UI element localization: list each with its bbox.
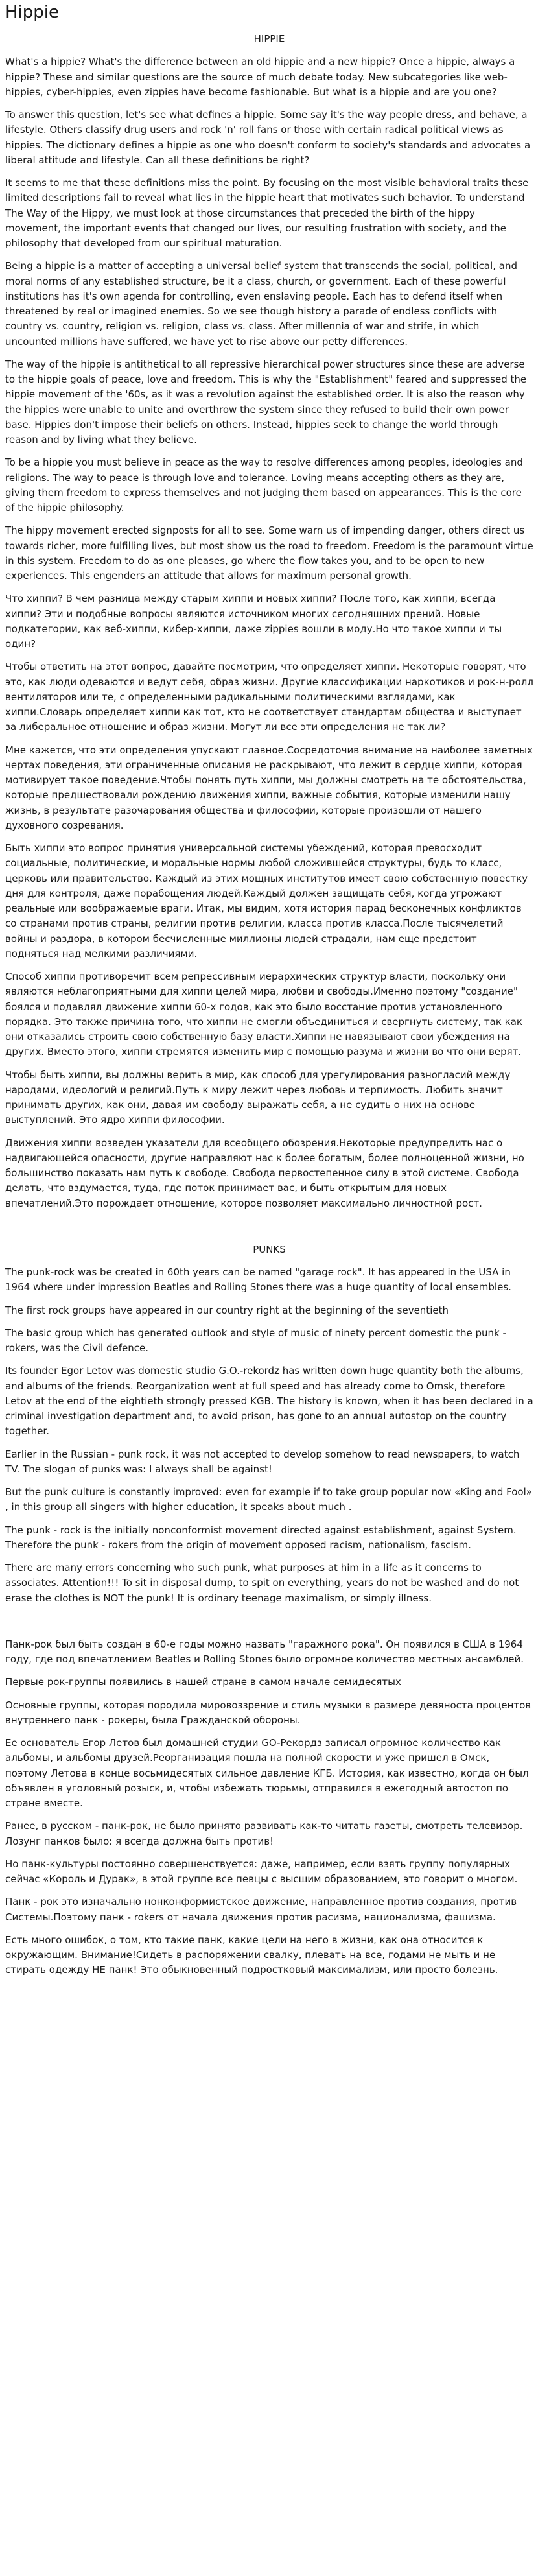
paragraph: Чтобы ответить на этот вопрос, давайте посмотрим, что определяет хиппи. Некоторые говорят, что это, как люди одеваются и ведут себя, образ жизни. Другие классификации наркотиков и рок-н-ролл вентиляторов или те, с определенными радикальными политическими взглядами, как хиппи.Словарь определяет хиппи как тот, кто не соответствует стандартам общества и выступает за либеральное отношение и образ жизни. Могут ли все эти определения не так ли? xyxy=(5,661,533,733)
paragraph: Есть много ошибок, о том, кто такие панк, какие цели на него в жизни, как она относится к окружающим. Внимание!Сидеть в распоряжении свалку, плевать на все, годами не мыть и не стирать одежду НЕ панк! Это обыкновенный подростковый максимализм, или просто болезнь. xyxy=(5,1933,498,1976)
paragraph: Мне кажется, что эти определения упускают главное.Сосредоточив внимание на наиболее заметных чертах поведения, эти ограниченные описания не раскрывают, что лежит в сердце хиппи, которая мотивирует такое поведение.Чтобы понять путь хиппи, мы должны смотреть на те обстоятельства, которые предшествовали рождению движения хиппи, важные события, которые изменили нашу жизнь, в результате разочарования общества и философии, которые произошли от нашего духовного созревания. xyxy=(5,744,533,831)
paragraph: What's a hippie? What's the difference between an old hippie and a new hippie? Once a hippie, always a hippie? These and similar questions are the source of much debate today. New subcategories like web-hippies, cyber-hippies, even zippies have become fashionable. But what is a hippie and are you one? xyxy=(5,56,515,98)
page-title: Hippie xyxy=(5,3,60,22)
punks-russian-text xyxy=(5,1637,533,1978)
punks-section xyxy=(5,1242,533,1978)
paragraph: Что хиппи? В чем разница между старым хиппи и новых хиппи? После того, как хиппи, всегда хиппи? Эти и подобные вопросы являются источником многих сегодняшних прений. Новые подкатегории, как веб-хиппи, кибер-хиппи, даже zippies вошли в моду.Но что такое хиппи и ты один? xyxy=(5,593,502,650)
paragraph: The punk-rock was be created in 60th years can be named "garage rock". It has appeared in the USA in 1964 where under impression Beatles and Rolling Stones there was a huge quantity of local ensembles. xyxy=(5,1266,511,1294)
paragraph: The way of the hippie is antithetical to all repressive hierarchical power structures since these are adverse to the hippie goals of peace, love and freedom. This is why the "Establishment" feared and suppressed the hippie movement of the '60s, as it was a revolution against the established order. It is also the reason why the hippies were unable to unite and overthrow the system since they refused to build their own power base. Hippies don't impose their beliefs on others. Instead, hippies seek to change the world through reason and by living what they believe. xyxy=(5,358,527,446)
hippie-english-text xyxy=(5,54,533,584)
paragraph: Being a hippie is a matter of accepting a universal belief system that transcends the social, political, and moral norms of any established structure, be it a class, church, or government. Each of these powerful institutions has it's own agenda for controlling, even enslaving people. Each has to defend itself when threatened by real or imagined enemies. So we see though history a parade of endless conflicts with country vs. country, religion vs. religion, class vs. class. After millennia of war and strife, in which uncounted millions have suffered, we have yet to rise above our petty differences. xyxy=(5,260,517,348)
hippie-section xyxy=(5,32,533,1211)
hippie-russian-text xyxy=(5,591,533,1211)
paragraph: Но панк-культуры постоянно совершенствуется: даже, например, если взять группу популярных сейчас «Король и Дурак», в этой группе все певцы с высшим образованием, это говорит о многом. xyxy=(5,1858,518,1885)
paragraph: Ее основатель Егор Летов был домашней студии GO-Рекордз записал огромное количество как альбомы, и альбомы друзей.Реорганизация пошла на полной скорости и уже пришел в Омск, поэтому Летова в конце восьмидесятых сильное давление КГБ. История, как известно, когда он был объявлен в уголовный розыск, и, чтобы избежать тюрьмы, отправился в ежегодный автостоп по стране вместе. xyxy=(5,1737,529,1810)
paragraph: Первые рок-группы появились в нашей стране в самом начале семидесятых xyxy=(5,1676,401,1688)
paragraph: Быть хиппи это вопрос принятия универсальной системы убеждений, которая превосходит социальные, политические, и моральные нормы любой сложившейся структуры, будь то класс, церковь или правительство. Каждый из этих мощных институтов имеет свою собственную повестку дня для контроля, даже порабощения людей.Каждый должен защищать себя, когда угрожают реальные или воображаемые враги. Итак, мы видим, хотя история парад бесконечных конфликтов со странами против страны, религии против религии, класса против класса.После тысячелетий войны и раздора, в котором бесчисленные миллионы людей страдали, нам еще предстоит подняться над мелкими различиями. xyxy=(5,842,528,960)
paragraph: It seems to me that these definitions miss the point. By focusing on the most visible behavioral traits these limited descriptions fail to reveal what lies in the hippie heart that motivates such behavior. To understand The Way of the Hippy, we must look at those circumstances that preceded the birth of the hippy movement, the important events that changed our lives, our resulting frustration with society, and the philosophy that developed from our spiritual maturation. xyxy=(5,177,529,250)
paragraph: The punk - rock is the initially nonconformist movement directed against establishment, against System. Therefore the punk - rokers from the origin of movement opposed racism, nationalism, fascism. xyxy=(5,1524,517,1551)
paragraph: The first rock groups have appeared in our country right at the beginning of the seventieth xyxy=(5,1304,449,1316)
paragraph: To answer this question, let's see what defines a hippie. Some say it's the way people dress, and behave, a lifestyle. Others classify drug users and rock 'n' roll fans or those with certain radical political views as hippies. The dictionary defines a hippie as one who doesn't conform to society's standards and advocates a liberal attitude and lifestyle. Can all these definitions be right? xyxy=(5,109,531,166)
paragraph: Движения хиппи возведен указатели для всеобщего обозрения.Некоторые предупредить нас о надвигающейся опасности, другие направляют нас к более богатым, более полноценной жизни, но большинство показать нам путь к свободе. Свобода первостепенное силу в этой системе. Свобода делать, что вздумается, туда, где поток принимает вас, и быть открытым для новых впечатлений.Это порождает отношение, которое позволяет максимально личностной рост. xyxy=(5,1137,524,1209)
paragraph: Ранее, в русском - панк-рок, не было принято развивать как-то читать газеты, смотреть телевизор. Лозунг панков было: я всегда должна быть против! xyxy=(5,1820,523,1847)
paragraph: There are many errors concerning who such punk, what purposes at him in a life as it concerns to associates. Attention!!! To sit in disposal dump, to spit on everything, years do not be washed and do not erase the clothes is NOT the punk! It is ordinary teenage maximalism, or simply illness. xyxy=(5,1562,519,1604)
punks-english-text xyxy=(5,1265,533,1606)
paragraph: Its founder Egor Letov was domestic studio G.O.-rekordz has written down huge quantity both the albums, and albums of the friends. Reorganization went at full speed and has already come to Omsk, therefore Letov at the end of the eightieth strongly pressed KGB. The history is known, when it has been declared in a criminal investigation department and, to avoid prison, has gone to an annual autostop on the country together. xyxy=(5,1365,533,1437)
paragraph: Earlier in the Russian - punk rock, it was not accepted to develop somehow to read newspapers, to watch TV. The slogan of punks was: I always shall be against! xyxy=(5,1448,520,1475)
paragraph: Чтобы быть хиппи, вы должны верить в мир, как способ для урегулирования разногласий между народами, идеологий и религий.Путь к миру лежит через любовь и терпимость. Любить значит принимать других, как они, давая им свободу выражать себя, а не судить о них на основе выступлений. Это ядро хиппи философии. xyxy=(5,1069,511,1126)
paragraph: But the punk culture is constantly improved: even for example if to take group popular now «King and Fool» , in this group all singers with higher education, it speaks about much . xyxy=(5,1486,532,1513)
paragraph: Панк-рок был быть создан в 60-е годы можно назвать "гаражного рока". Он появился в США в 1964 году, где под впечатлением Beatles и Rolling Stones было огромное количество местных ансамблей. xyxy=(5,1638,524,1666)
section-spacer xyxy=(5,1614,533,1637)
paragraph: Основные группы, которая породила мировоззрение и стиль музыки в размере девяноста процентов внутреннего панк - рокеры, была Гражданской обороны. xyxy=(5,1699,531,1726)
paragraph: Панк - рок это изначально нонконформистское движение, направленное против создания, против Системы.Поэтому панк - rokers от начала движения против расизма, национализма, фашизма. xyxy=(5,1896,517,1923)
punks-heading: PUNKS xyxy=(253,1243,286,1255)
hippie-heading: HIPPIE xyxy=(253,33,285,45)
document-page xyxy=(0,3,539,1999)
paragraph: The hippy movement erected signposts for all to see. Some warn us of impending danger, others direct us towards richer, more fulfilling lives, but most show us the road to freedom. Freedom is the paramount virtue in this system. Freedom to do as one pleases, go where the flow takes you, and to be open to new experiences. This engenders an attitude that allows for maximum personal growth. xyxy=(5,525,533,582)
paragraph: The basic group which has generated outlook and style of music of ninety percent domestic the punk - rokers, was the Civil defence. xyxy=(5,1327,506,1354)
paragraph: To be a hippie you must believe in peace as the way to resolve differences among peoples, ideologies and religions. The way to peace is through love and tolerance. Loving means accepting others as they are, giving them freedom to express themselves and not judging them based on appearances. This is the core of the hippie philosophy. xyxy=(5,456,523,514)
paragraph: Способ хиппи противоречит всем репрессивным иерархических структур власти, поскольку они являются неблагоприятными для хиппи целей мира, любви и свободы.Именно поэтому "создание" боялся и подавлял движение хиппи 60-х годов, как это было восстание против установленного порядка. Это также причина того, что хиппи не смогли объединиться и свергнуть систему, так как они отказались строить свою собственную базу власти.Хиппи не навязывают свои убеждения на других. Вместо этого, хиппи стремятся изменить мир с помощью разума и жизни во что они верят. xyxy=(5,971,522,1058)
